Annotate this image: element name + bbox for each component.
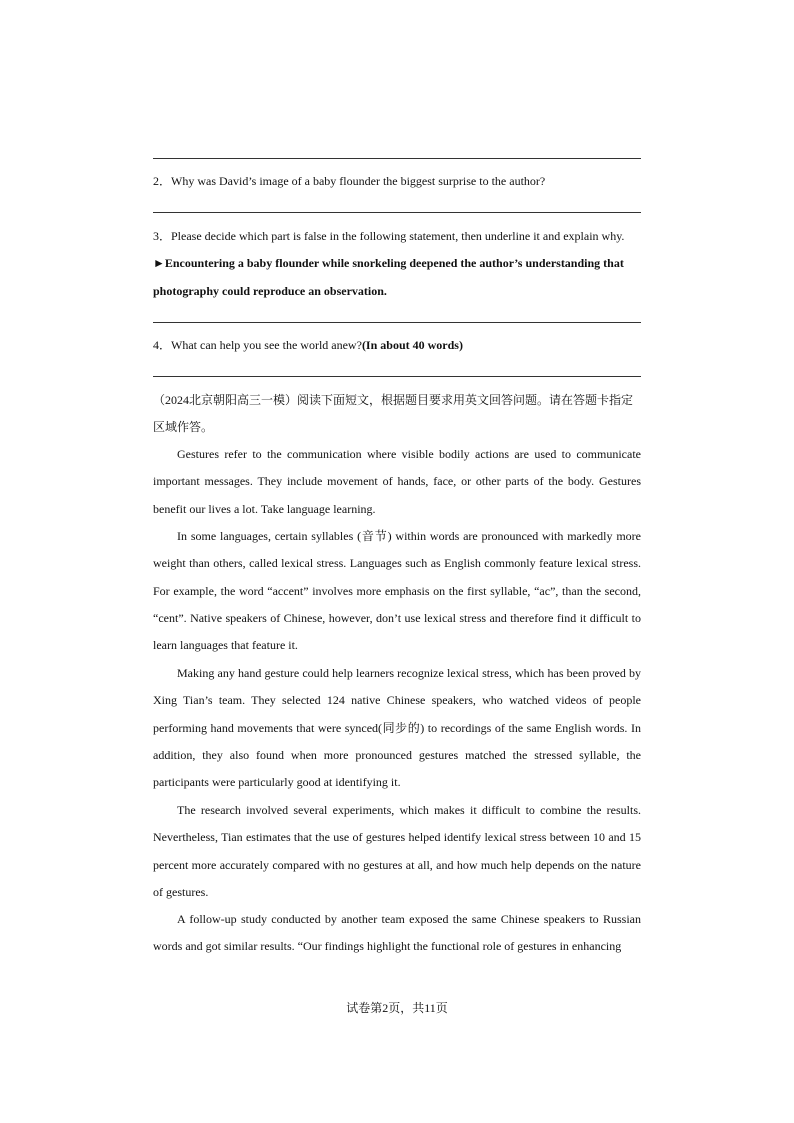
question-4-note: (In about 40 words) [361, 338, 463, 352]
answer-line-1 [153, 158, 641, 159]
question-3-statement-line1 [153, 255, 641, 271]
statement-text-2: photography could reproduce an observation. [153, 284, 387, 298]
answer-line-3 [153, 322, 641, 323]
paragraph-3-text: Making any hand gesture could help learners recognize lexical stress, which has been proved by Xing Tian’s team. They selected 124 native Chinese speakers, who watched videos of people performing hand movements that were synced(同步的) to recordings of the same English words. In addition, they also found when more pronounced gestures matched the stressed syllable, the participants were particularly good at identifying it. [153, 666, 641, 790]
answer-line-2 [153, 212, 641, 213]
page-number-label: 试卷第2页，共11页 [346, 1001, 448, 1015]
answer-line-4 [153, 376, 641, 377]
passage-paragraph-2 [153, 523, 641, 659]
paragraph-5-text: A follow-up study conducted by another team exposed the same Chinese speakers to Russian words and got similar results. “Our findings highlight the functional role of gestures in enhancing [153, 912, 641, 954]
statement-text-1: ►Encountering a baby flounder while snorkeling deepened the author’s understanding that [153, 256, 624, 270]
page-footer [0, 1000, 794, 1016]
question-2 [153, 173, 641, 189]
question-4 [153, 337, 641, 353]
question-3 [153, 228, 641, 244]
paragraph-4-text: The research involved several experiments, which makes it difficult to combine the results. Nevertheless, Tian estimates that the use of gestures helped identify lexical stress between 10 and 15 percent more accurately compared with no gestures at all, and how much help depends on the nature of gestures. [153, 803, 641, 899]
passage-paragraph-4 [153, 797, 641, 906]
paragraph-1-text: Gestures refer to the communication where visible bodily actions are used to communicate important messages. They include movement of hands, face, or other parts of the body. Gestures benefit our lives a lot. Take language learning. [153, 447, 641, 516]
passage-intro [153, 387, 641, 441]
passage-paragraph-3 [153, 660, 641, 796]
question-3-statement-line2 [153, 283, 641, 299]
passage-paragraph-1 [153, 441, 641, 523]
question-3-text: 3．Please decide which part is false in the following statement, then underline it and explain why. [153, 229, 625, 243]
question-4-text: 4．What can help you see the world anew? [153, 338, 362, 352]
question-2-text: 2．Why was David’s image of a baby flounder the biggest surprise to the author? [153, 174, 546, 188]
passage-intro-text: （2024北京朝阳高三一模）阅读下面短文，根据题目要求用英文回答问题。请在答题卡指定区域作答。 [153, 393, 634, 434]
passage-paragraph-5 [153, 906, 641, 961]
paragraph-2-text: In some languages, certain syllables (音节) within words are pronounced with markedly more weight than others, called lexical stress. Languages such as English commonly feature lexical stress. For example, the word “accent” involves more emphasis on the first syllable, “ac”, than the second, “cent”. Native speakers of Chinese, however, don’t use lexical stress and therefore find it difficult to learn languages that feature it. [153, 529, 641, 653]
